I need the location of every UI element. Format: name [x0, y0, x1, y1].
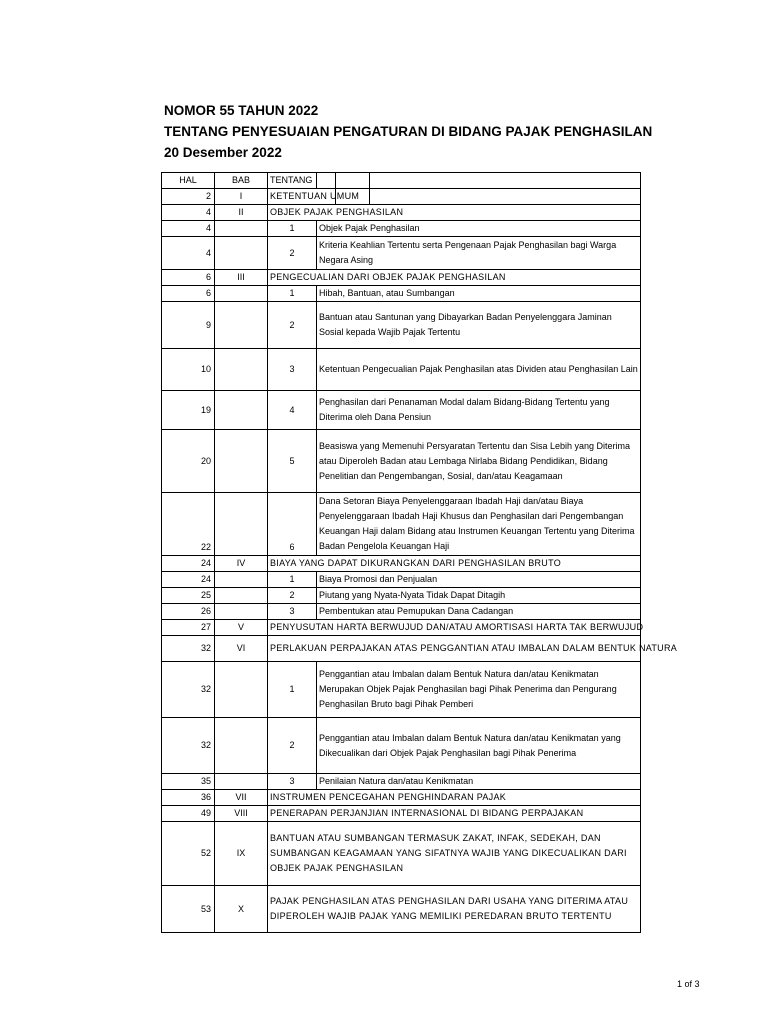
table-row: 53 X PAJAK PENGHASILAN ATAS PENGHASILAN DARI USAHA YANG DITERIMA ATAU DIPEROLEH WAJIB PAJAK YANG MEMILIKI PEREDARAN BRUTO TERTENTU	[162, 886, 641, 933]
table-row: 26 3 Pembentukan atau Pemupukan Dana Cadangan	[162, 604, 641, 620]
table-row: 52 IX BANTUAN ATAU SUMBANGAN TERMASUK ZAKAT, INFAK, SEDEKAH, DAN SUMBANGAN KEAGAMAAN YANG SIFATNYA WAJIB YANG DIKECUALIKAN DARI OBJEK PAJAK PENGHASILAN	[162, 822, 641, 886]
header-bab: BAB	[215, 173, 268, 189]
regulation-title: TENTANG PENYESUAIAN PENGATURAN DI BIDANG PAJAK PENGHASILAN	[164, 124, 653, 139]
table-row: 4 II OBJEK PAJAK PENGHASILAN	[162, 205, 641, 221]
table-row: 35 3 Penilaian Natura dan/atau Kenikmatan	[162, 774, 641, 790]
table-of-contents	[161, 172, 678, 933]
table-row: 22 6 Dana Setoran Biaya Penyelenggaraan Ibadah Haji dan/atau Biaya Penyelenggaraan Ibadah Haji Khusus dan Penghasilan dari Pengembangan Keuangan Haji dalam Bidang atau Instrumen Keuangan Tertentu yang Diterima Badan Pengelola Keuangan Haji	[162, 493, 641, 556]
page-indicator: 1 of 3	[677, 979, 700, 989]
table-row: 32 1 Penggantian atau Imbalan dalam Bentuk Natura dan/atau Kenikmatan Merupakan Objek Pajak Penghasilan bagi Pihak Penerima dan Pengurang Penghasilan Bruto bagi Pihak Pemberi	[162, 662, 641, 718]
table-row: 2 I KETENTUAN UMUM	[162, 189, 641, 205]
table-row: 4 1 Objek Pajak Penghasilan	[162, 221, 641, 237]
table-row: 9 2 Bantuan atau Santunan yang Dibayarkan Badan Penyelenggara Jaminan Sosial kepada Wajib Pajak Tertentu	[162, 302, 641, 349]
table-row: 32 2 Penggantian atau Imbalan dalam Bentuk Natura dan/atau Kenikmatan yang Dikecualikan dari Objek Pajak Penghasilan bagi Pihak Penerima	[162, 718, 641, 774]
table-row: 10 3 Ketentuan Pengecualian Pajak Penghasilan atas Dividen atau Penghasilan Lain	[162, 349, 641, 391]
regulation-number: NOMOR 55 TAHUN 2022	[164, 103, 319, 118]
table-row: 25 2 Piutang yang Nyata-Nyata Tidak Dapat Ditagih	[162, 588, 641, 604]
regulation-date: 20 Desember 2022	[164, 145, 282, 160]
table-row: 4 2 Kriteria Keahlian Tertentu serta Pengenaan Pajak Penghasilan bagi Warga Negara Asing	[162, 237, 641, 270]
table-row: 19 4 Penghasilan dari Penanaman Modal dalam Bidang-Bidang Tertentu yang Diterima oleh Dana Pensiun	[162, 391, 641, 430]
table-row: 20 5 Beasiswa yang Memenuhi Persyaratan Tertentu dan Sisa Lebih yang Diterima atau Diperoleh Badan atau Lembaga Nirlaba Bidang Pendidikan, Bidang Penelitian dan Pengembangan, Sosial, dan/atau Keagamaan	[162, 430, 641, 493]
table-row: 27 V PENYUSUTAN HARTA BERWUJUD DAN/ATAU AMORTISASI HARTA TAK BERWUJUD	[162, 620, 641, 636]
table-row: 24 IV BIAYA YANG DAPAT DIKURANGKAN DARI PENGHASILAN BRUTO	[162, 556, 641, 572]
document-header	[164, 100, 652, 163]
table-header-row	[162, 173, 641, 189]
header-tentang: TENTANG	[268, 173, 317, 189]
table-row: 36 VII INSTRUMEN PENCEGAHAN PENGHINDARAN PAJAK	[162, 790, 641, 806]
table-row: 32 VI PERLAKUAN PERPAJAKAN ATAS PENGGANTIAN ATAU IMBALAN DALAM BENTUK NATURA	[162, 636, 641, 662]
table-row: 24 1 Biaya Promosi dan Penjualan	[162, 572, 641, 588]
table-row: 6 1 Hibah, Bantuan, atau Sumbangan	[162, 286, 641, 302]
table-row: 6 III PENGECUALIAN DARI OBJEK PAJAK PENGHASILAN	[162, 270, 641, 286]
header-hal: HAL	[162, 173, 215, 189]
table-row: 49 VIII PENERAPAN PERJANJIAN INTERNASIONAL DI BIDANG PERPAJAKAN	[162, 806, 641, 822]
